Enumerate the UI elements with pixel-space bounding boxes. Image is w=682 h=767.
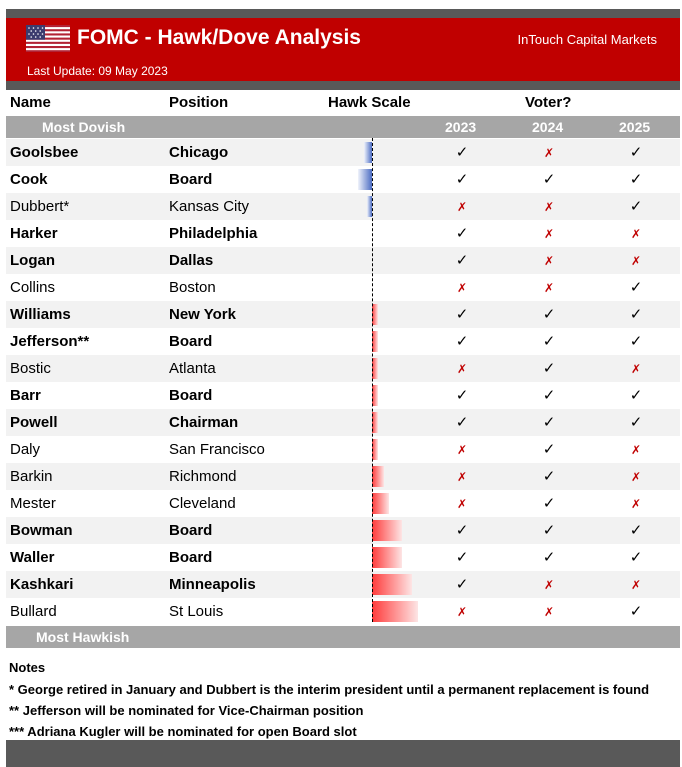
check-icon: ✓ [629,171,643,188]
member-name: Dubbert* [10,198,70,215]
column-header-position: Position [169,94,229,111]
member-position: Board [169,549,213,566]
hawk-scale-axis [372,138,373,622]
member-position: Philadelphia [169,225,258,242]
member-position: Minneapolis [169,576,256,593]
table-row [6,139,680,166]
member-position: San Francisco [169,441,265,458]
column-header-voter: Voter? [525,94,572,111]
brand-name: InTouch Capital Markets [517,32,657,47]
check-icon: ✓ [629,333,643,350]
member-name: Kashkari [10,576,74,593]
check-icon: ✓ [629,603,643,620]
member-name: Mester [10,495,56,512]
hawk-scale-bar [358,169,372,190]
check-icon: ✓ [629,198,643,215]
cross-icon: ✗ [630,362,642,376]
member-name: Barr [10,387,41,404]
check-icon: ✓ [542,522,556,539]
member-name: Waller [10,549,55,566]
check-icon: ✓ [629,387,643,404]
last-update: Last Update: 09 May 2023 [27,64,168,78]
most-dovish-label: Most Dovish [42,119,126,135]
member-position: Richmond [169,468,237,485]
column-header-hawk-scale: Hawk Scale [328,94,411,111]
check-icon: ✓ [455,333,469,350]
member-name: Goolsbee [10,144,79,161]
member-name: Bullard [10,603,57,620]
member-position: Dallas [169,252,214,269]
member-position: Board [169,333,213,350]
hawk-scale-bar [372,547,402,568]
member-position: Board [169,387,213,404]
cross-icon: ✗ [543,281,555,295]
hawk-scale-bar [372,601,418,622]
top-border [6,9,680,18]
check-icon: ✓ [455,576,469,593]
table-row [6,382,680,409]
hawk-scale-bar [372,466,384,487]
hawk-scale-bar [372,520,402,541]
notes-heading: Notes [9,660,46,675]
cross-icon: ✗ [543,200,555,214]
check-icon: ✓ [542,360,556,377]
member-position: New York [169,306,236,323]
table-row [6,166,680,193]
most-dovish-band [6,116,680,138]
check-icon: ✓ [455,387,469,404]
table-row [6,463,680,490]
member-name: Daly [10,441,41,458]
cross-icon: ✗ [630,497,642,511]
check-icon: ✓ [455,414,469,431]
cross-icon: ✗ [456,470,468,484]
cross-icon: ✗ [543,227,555,241]
table-row [6,328,680,355]
cross-icon: ✗ [630,227,642,241]
cross-icon: ✗ [630,578,642,592]
table-row [6,193,680,220]
member-name: Jefferson** [10,333,90,350]
table-row [6,409,680,436]
table-row [6,220,680,247]
cross-icon: ✗ [456,281,468,295]
table-row [6,436,680,463]
cross-icon: ✗ [456,497,468,511]
member-position: Chairman [169,414,239,431]
member-name: Barkin [10,468,53,485]
member-name: Harker [10,225,58,242]
cross-icon: ✗ [456,443,468,457]
column-header-name: Name [10,94,51,111]
table-row [6,247,680,274]
table-row [6,598,680,625]
note-line: *** Adriana Kugler will be nominated for open Board slot [9,724,357,739]
table-row [6,544,680,571]
cross-icon: ✗ [456,362,468,376]
member-position: Chicago [169,144,229,161]
note-line: * George retired in January and Dubbert is the interim president until a permanent replacement is found [9,682,650,697]
table-row [6,490,680,517]
cross-icon: ✗ [456,200,468,214]
cross-icon: ✗ [543,605,555,619]
check-icon: ✓ [542,549,556,566]
check-icon: ✓ [455,252,469,269]
cross-icon: ✗ [543,254,555,268]
cross-icon: ✗ [630,443,642,457]
hawk-scale-bar [372,493,389,514]
check-icon: ✓ [455,522,469,539]
member-position: St Louis [169,603,224,620]
member-position: Boston [169,279,216,296]
year-header-2024: 2024 [532,119,564,135]
check-icon: ✓ [629,306,643,323]
cross-icon: ✗ [543,146,555,160]
check-icon: ✓ [455,306,469,323]
check-icon: ✓ [542,333,556,350]
check-icon: ✓ [629,549,643,566]
check-icon: ✓ [455,144,469,161]
member-name: Bostic [10,360,51,377]
most-hawkish-band [6,626,680,648]
check-icon: ✓ [455,549,469,566]
year-header-2025: 2025 [619,119,651,135]
table-row [6,517,680,544]
check-icon: ✓ [629,279,643,296]
check-icon: ✓ [542,387,556,404]
member-position: Cleveland [169,495,236,512]
member-name: Cook [10,171,48,188]
header-divider [6,81,680,90]
hawk-scale-bar [364,142,372,163]
member-name: Powell [10,414,58,431]
check-icon: ✓ [455,225,469,242]
check-icon: ✓ [542,495,556,512]
most-hawkish-label: Most Hawkish [36,629,130,645]
us-flag-icon [26,25,70,52]
member-name: Logan [10,252,55,269]
check-icon: ✓ [542,306,556,323]
check-icon: ✓ [629,144,643,161]
cross-icon: ✗ [543,578,555,592]
table-row [6,355,680,382]
check-icon: ✓ [629,414,643,431]
check-icon: ✓ [455,171,469,188]
cross-icon: ✗ [630,254,642,268]
note-line: ** Jefferson will be nominated for Vice-Chairman position [9,703,364,718]
member-name: Collins [10,279,56,296]
member-position: Atlanta [169,360,216,377]
table-row [6,301,680,328]
member-position: Board [169,522,213,539]
check-icon: ✓ [629,522,643,539]
member-position: Kansas City [169,198,250,215]
check-icon: ✓ [542,441,556,458]
year-header-2023: 2023 [445,119,477,135]
report-header [6,18,680,81]
footer-bar [6,740,680,767]
cross-icon: ✗ [630,470,642,484]
page-title: FOMC - Hawk/Dove Analysis [77,26,361,49]
check-icon: ✓ [542,171,556,188]
check-icon: ✓ [542,414,556,431]
member-name: Bowman [10,522,73,539]
member-position: Board [169,171,213,188]
cross-icon: ✗ [456,605,468,619]
check-icon: ✓ [542,468,556,485]
table-row [6,274,680,301]
table-row [6,571,680,598]
member-name: Williams [10,306,71,323]
hawk-scale-bar [372,574,412,595]
